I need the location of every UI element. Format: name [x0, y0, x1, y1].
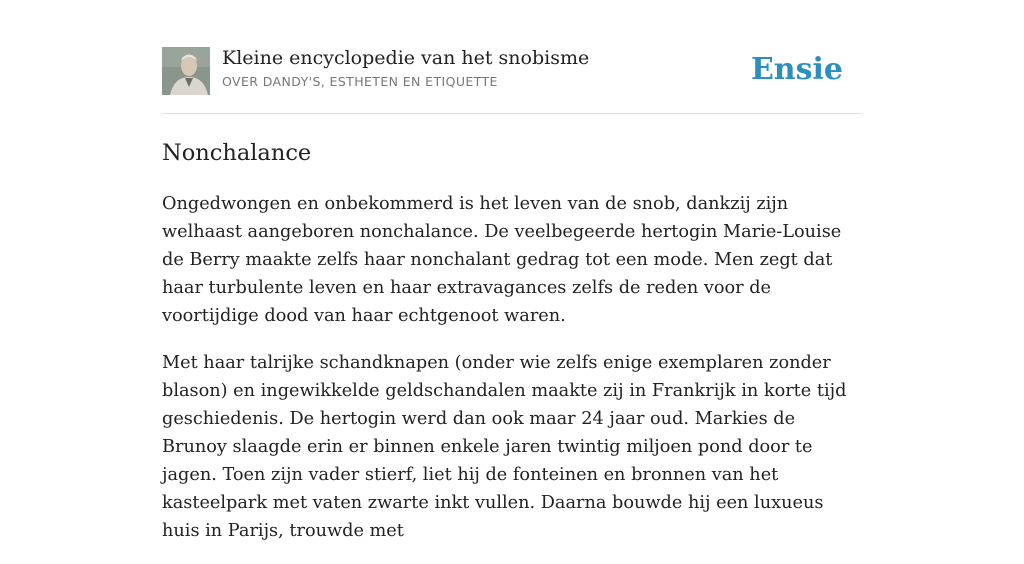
article-paragraph: Met haar talrijke schandknapen (onder wie zelfs enige exemplaren zonder blason) en ingewikkelde geldschandalen maakte zij in Frankrijk in korte tijd geschiedenis. De hertogin werd dan ook maar 24 jaar oud. Markies de Brunoy slaagde erin er binnen enkele jaren twintig miljoen pond door te jagen. Toen zijn vader stierf, liet hij de fonteinen en bronnen van het kasteelpark met vaten zwarte inkt vullen. Daarna bouwde hij een luxueus huis in Parijs, trouwde met: [162, 353, 847, 541]
author-avatar[interactable]: [162, 47, 210, 95]
author-portrait-icon: [162, 47, 210, 95]
header: [162, 46, 862, 96]
article-paragraph: Ongedwongen en onbekommerd is het leven van de snob, dankzij zijn welhaast aangeboren nonchalance. De veelbegeerde hertogin Marie-Louise de Berry maakte zelfs haar nonchalant gedrag tot een mode. Men zegt dat haar turbulente leven en haar extravagances zelfs de reden voor de voortijdige dood van haar echtgenoot waren.: [162, 194, 842, 326]
site-title[interactable]: Kleine encyclopedie van het snobisme: [222, 47, 590, 69]
site-subtitle: OVER DANDY'S, ESTHETEN EN ETIQUETTE: [222, 74, 498, 89]
ensie-logo[interactable]: Ensie: [750, 52, 843, 87]
header-divider: [162, 113, 862, 114]
article-body: [162, 190, 862, 564]
article-title: Nonchalance: [162, 140, 312, 166]
